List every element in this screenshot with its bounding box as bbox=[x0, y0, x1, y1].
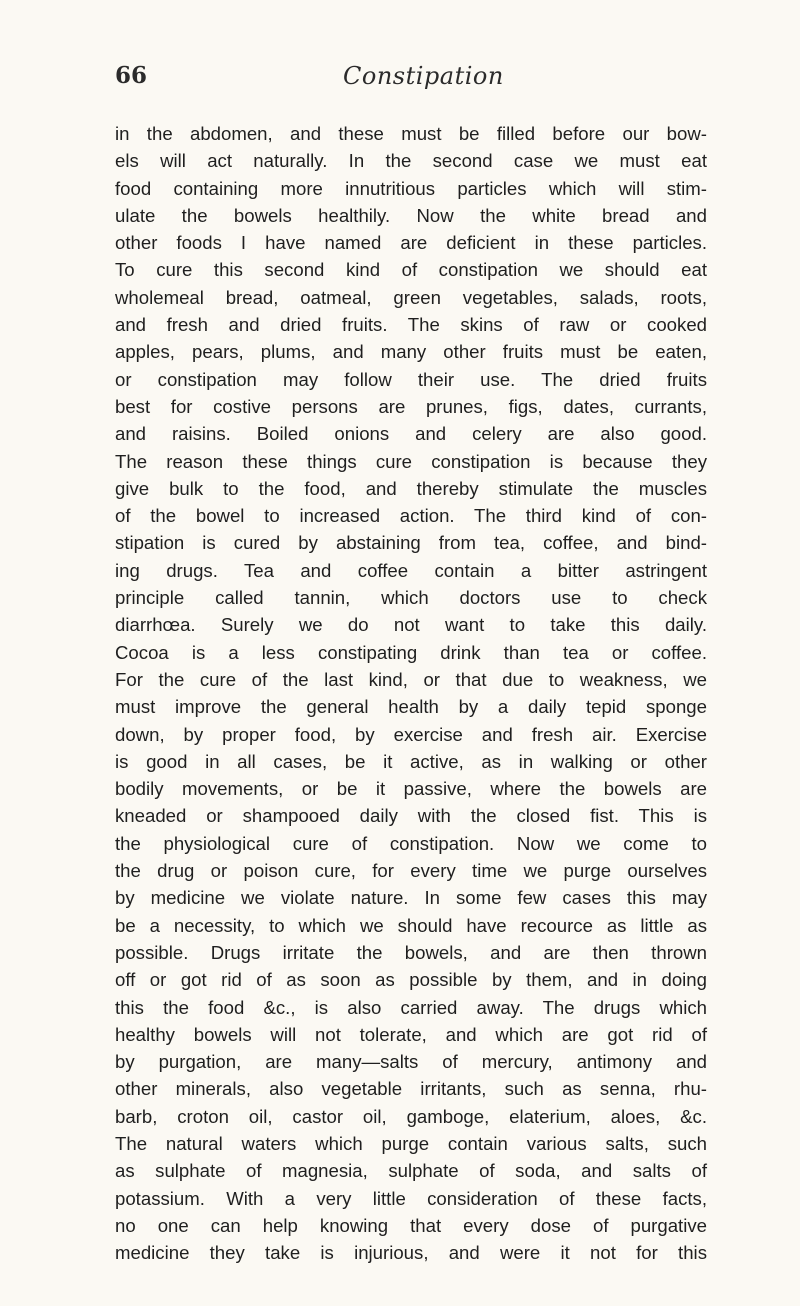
text-line: The reason these things cure constipation is because they bbox=[115, 450, 707, 472]
running-head: Constipation bbox=[343, 62, 504, 90]
text-line: of the bowel to increased action. The third kind of con- bbox=[115, 505, 707, 527]
text-line: best for costive persons are prunes, figs, dates, currants, bbox=[115, 395, 707, 417]
text-line: by medicine we violate nature. In some few cases this may bbox=[115, 887, 707, 909]
text-line: and fresh and dried fruits. The skins of raw or cooked bbox=[115, 314, 707, 336]
text-line: food containing more innutritious particles which will stim- bbox=[115, 177, 707, 199]
text-line: medicine they take is injurious, and were it not for this bbox=[115, 1242, 707, 1264]
text-line: diarrhœa. Surely we do not want to take this daily. bbox=[115, 614, 707, 636]
text-line: must improve the general health by a daily tepid sponge bbox=[115, 696, 707, 718]
text-line: by purgation, are many—salts of mercury, antimony and bbox=[115, 1051, 707, 1073]
body-text bbox=[115, 120, 707, 1266]
text-line: other foods I have named are deficient in these particles. bbox=[115, 232, 707, 254]
text-line: as sulphate of magnesia, sulphate of soda, and salts of bbox=[115, 1160, 707, 1182]
text-line: ulate the bowels healthily. Now the white bread and bbox=[115, 204, 707, 226]
text-line: wholemeal bread, oatmeal, green vegetables, salads, roots, bbox=[115, 286, 707, 308]
text-line: Cocoa is a less constipating drink than tea or coffee. bbox=[115, 641, 707, 663]
text-line: be a necessity, to which we should have recource as little as bbox=[115, 914, 707, 936]
text-line: off or got rid of as soon as possible by them, and in doing bbox=[115, 969, 707, 991]
text-line: kneaded or shampooed daily with the closed fist. This is bbox=[115, 805, 707, 827]
text-line: els will act naturally. In the second case we must eat bbox=[115, 150, 707, 172]
text-line: and raisins. Boiled onions and celery are also good. bbox=[115, 423, 707, 445]
page-number: 66 bbox=[115, 62, 148, 89]
text-line: ing drugs. Tea and coffee contain a bitter astringent bbox=[115, 559, 707, 581]
text-line: the physiological cure of constipation. Now we come to bbox=[115, 832, 707, 854]
text-line: give bulk to the food, and thereby stimulate the muscles bbox=[115, 477, 707, 499]
text-line: the drug or poison cure, for every time we purge ourselves bbox=[115, 860, 707, 882]
text-line: barb, croton oil, castor oil, gamboge, elaterium, aloes, &c. bbox=[115, 1105, 707, 1127]
text-line: in the abdomen, and these must be filled before our bow- bbox=[115, 123, 707, 144]
text-line: apples, pears, plums, and many other fruits must be eaten, bbox=[115, 341, 707, 363]
text-line: is good in all cases, be it active, as in walking or other bbox=[115, 750, 707, 772]
text-line: potassium. With a very little consideration of these facts, bbox=[115, 1187, 707, 1209]
text-line: possible. Drugs irritate the bowels, and are then thrown bbox=[115, 941, 707, 963]
text-line: stipation is cured by abstaining from tea, coffee, and bind- bbox=[115, 532, 707, 554]
text-line: The natural waters which purge contain various salts, such bbox=[115, 1132, 707, 1154]
text-line: To cure this second kind of constipation we should eat bbox=[115, 259, 707, 281]
text-line: down, by proper food, by exercise and fresh air. Exercise bbox=[115, 723, 707, 745]
text-line: or constipation may follow their use. The dried fruits bbox=[115, 368, 707, 390]
text-line: no one can help knowing that every dose of purgative bbox=[115, 1214, 707, 1236]
page-header bbox=[115, 62, 700, 102]
text-line: healthy bowels will not tolerate, and which are got rid of bbox=[115, 1023, 707, 1045]
text-line: principle called tannin, which doctors use to check bbox=[115, 587, 707, 609]
text-line: For the cure of the last kind, or that due to weakness, we bbox=[115, 668, 707, 690]
text-line: this the food &c., is also carried away. The drugs which bbox=[115, 996, 707, 1018]
text-line: bodily movements, or be it passive, where the bowels are bbox=[115, 778, 707, 800]
text-line: other minerals, also vegetable irritants, such as senna, rhu- bbox=[115, 1078, 707, 1100]
